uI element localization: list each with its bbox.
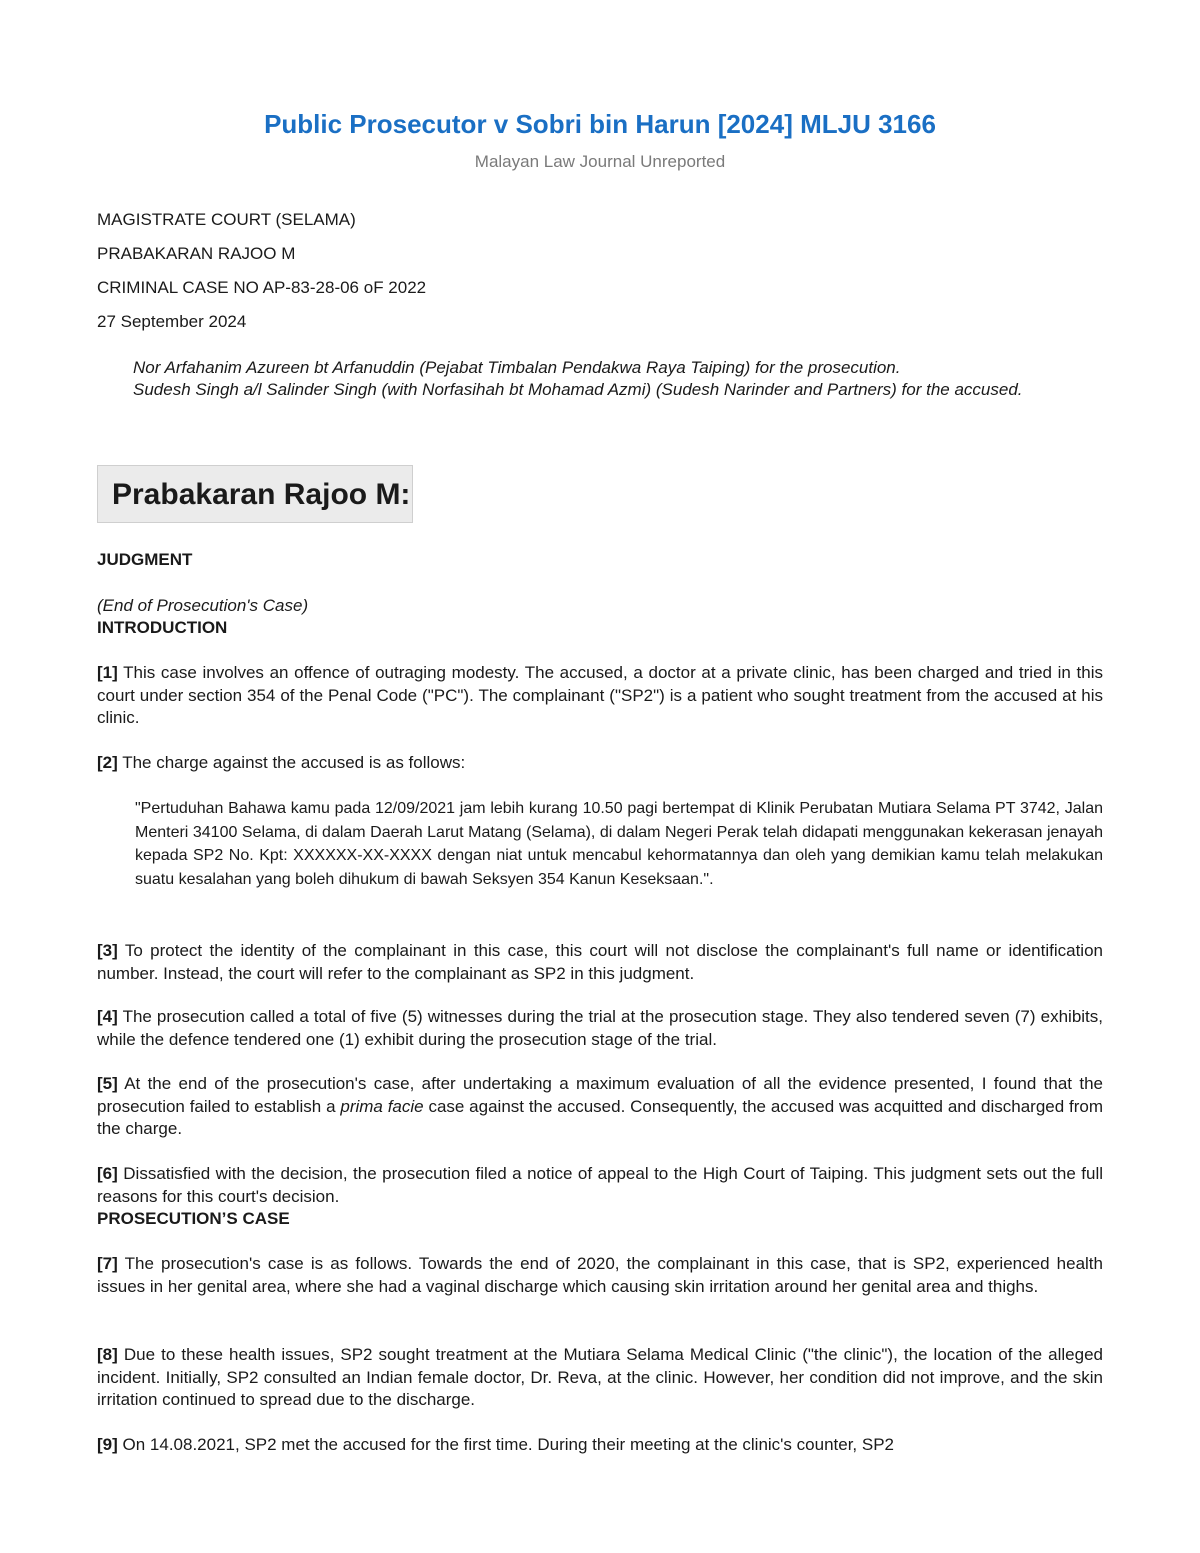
prima-facie-term: prima facie [340, 1096, 424, 1116]
paragraph-number: [2] [97, 753, 118, 772]
paragraph-text: Dissatisfied with the decision, the prosecution filed a notice of appeal to the High Court of Taiping. This judgment sets out the full reasons for this court's decision. [97, 1164, 1103, 1206]
paragraph-number: [3] [97, 941, 118, 960]
court-name: MAGISTRATE COURT (SELAMA) [97, 210, 356, 229]
paragraph-number: [7] [97, 1254, 118, 1273]
paragraph-number: [4] [97, 1007, 118, 1026]
paragraph-text: Due to these health issues, SP2 sought treatment at the Mutiara Selama Medical Clinic ("the clinic"), the location of the alleged incident. Initially, SP2 consulted an Indian female doctor, Dr. Reva, at the clinic. However, her condition did not improve, and the skin irritation continued to spread due to the discharge. [97, 1345, 1103, 1409]
paragraph-text-cont: case against the accused. Consequently, the accused was acquitted and discharged from the charge. [97, 1096, 1104, 1138]
paragraph-number: [8] [97, 1345, 118, 1364]
charge-quote: "Pertuduhan Bahawa kamu pada 12/09/2021 jam lebih kurang 10.50 pagi bertempat di Klinik Perubatan Mutiara Selama PT 3742, Jalan Menteri 34100 Selama, di dalam Daerah Larut Matang (Selama), di dalam Negeri Perak telah didapati menggunakan kekerasan jenayah kepada SP2 No. Kpt: XXXXXX-XX-XXXX dengan niat untuk mencabul kehormatannya dan oleh yang demikian kamu telah melakukan suatu kesalahan yang boleh dihukum di bawah Seksyen 354 Kanun Keseksaan.". [135, 800, 1103, 888]
paragraph-text: The prosecution called a total of five (5) witnesses during the trial at the prosecution stage. They also tendered seven (7) exhibits, while the defence tendered one (1) exhibit during the prosecution stage of the trial. [97, 1007, 1103, 1049]
paragraph-text: This case involves an offence of outraging modesty. The accused, a doctor at a private clinic, has been charged and tried in this court under section 354 of the Penal Code ("PC"). The complainant ("SP2") is a patient who sought treatment from the accused at his clinic. [97, 663, 1103, 727]
paragraph-6 [97, 1163, 1103, 1208]
paragraph-5 [97, 1073, 1103, 1141]
paragraph-9 [97, 1434, 1103, 1457]
paragraph-7 [97, 1253, 1103, 1298]
journal-name: Malayan Law Journal Unreported [474, 152, 726, 171]
paragraph-8 [97, 1344, 1103, 1412]
paragraph-number: [1] [97, 663, 118, 682]
paragraph-4 [97, 1006, 1103, 1051]
paragraph-text: To protect the identity of the complainant in this case, this court will not disclose the complainant's full name or identification number. Instead, the court will refer to the complainant as SP2 in this judgment. [97, 941, 1103, 983]
judge-name: PRABAKARAN RAJOO M [97, 244, 296, 263]
case-number: CRIMINAL CASE NO AP-83-28-06 oF 2022 [97, 278, 427, 297]
counsel-block [133, 357, 1093, 401]
paragraph-1 [97, 662, 1103, 730]
paragraph-text: The prosecution's case is as follows. Towards the end of 2020, the complainant in this case, that is SP2, experienced health issues in her genital area, where she had a vaginal discharge which causing skin irritation around her genital area and thighs. [97, 1254, 1103, 1296]
paragraph-number: [6] [97, 1164, 118, 1183]
stage-note: (End of Prosecution's Case) [97, 596, 309, 615]
paragraph-number: [9] [97, 1435, 118, 1454]
paragraph-text: On 14.08.2021, SP2 met the accused for the first time. During their meeting at the clinic's counter, SP2 [122, 1435, 894, 1454]
judgment-heading: JUDGMENT [97, 550, 193, 569]
introduction-heading: INTRODUCTION [97, 618, 228, 637]
paragraph-2 [97, 752, 1103, 775]
paragraph-text: At the end of the prosecution's case, after undertaking a maximum evaluation of all the evidence presented, I found that the prosecution failed to establish a [97, 1074, 1103, 1116]
prosecution-case-heading: PROSECUTION’S CASE [97, 1209, 290, 1228]
defence-counsel: Sudesh Singh a/l Salinder Singh (with Norfasihah bt Mohamad Azmi) (Sudesh Narinder and Partners) for the accused. [133, 380, 1023, 399]
document-title[interactable]: Public Prosecutor v Sobri bin Harun [2024] MLJU 3166 [264, 109, 936, 139]
paragraph-3 [97, 940, 1103, 985]
paragraph-number: [5] [97, 1074, 118, 1093]
prosecution-counsel: Nor Arfahanim Azureen bt Arfanuddin (Pejabat Timbalan Pendakwa Raya Taiping) for the prosecution. [133, 358, 901, 377]
paragraph-text: The charge against the accused is as follows: [122, 753, 466, 772]
judgment-date: 27 September 2024 [97, 312, 247, 331]
judge-heading: Prabakaran Rajoo M: [97, 465, 413, 523]
